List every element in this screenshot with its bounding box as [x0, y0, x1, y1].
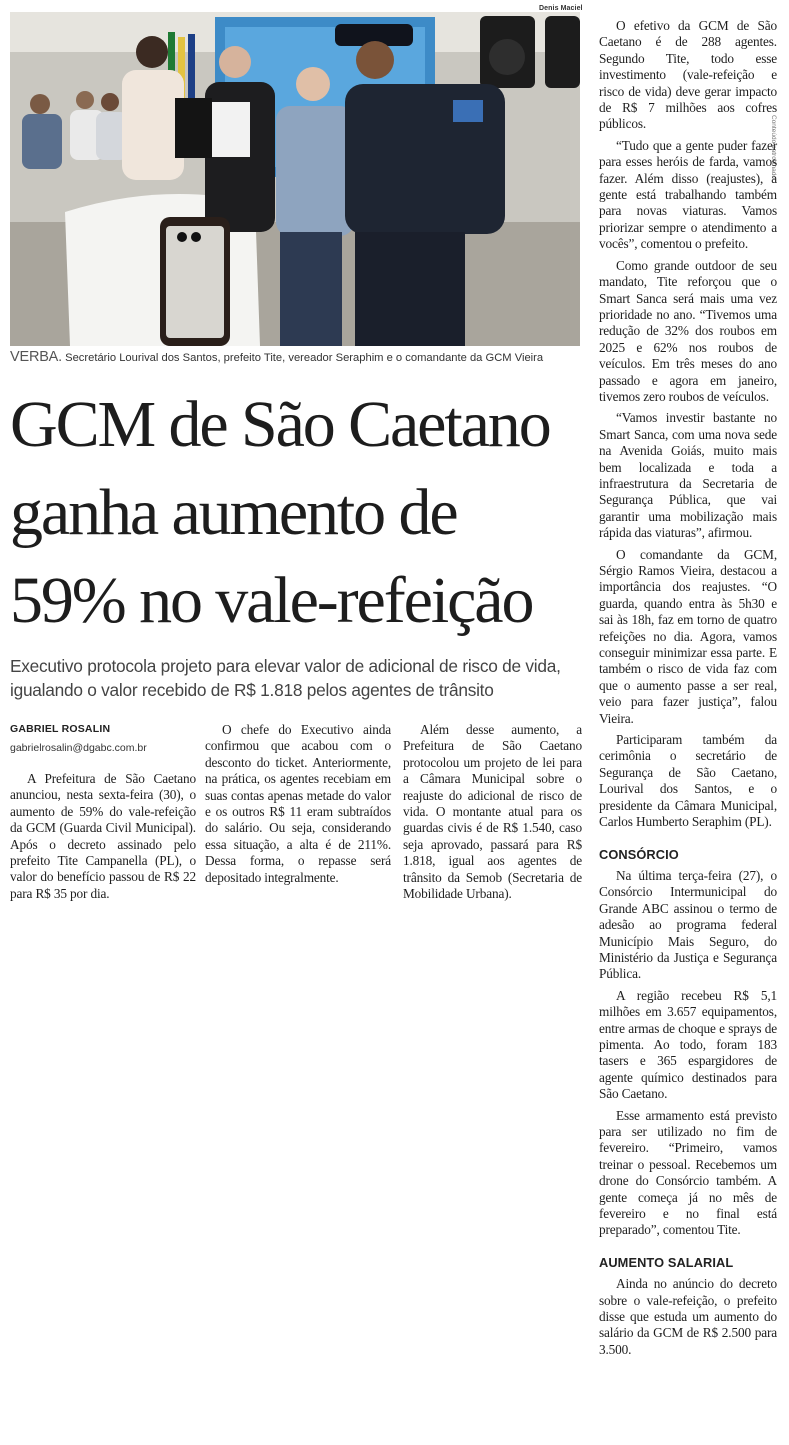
- paragraph: O chefe do Executivo ainda confirmou que acabou com o desconto do ticket. Anteriormente, na prática, os agentes recebiam em suas contas apenas metade do valor e os outros R$ 11 eram subtraídos do salário. Ou seja, considerando essa situação, a alta é de 211%. Dessa forma, o repasse será depositado integralmente.: [205, 722, 391, 885]
- paragraph: “Tudo que a gente puder fazer para esses heróis de farda, vamos fazer. Além disso (reajustes), a gente está trabalhando também para novas viaturas. Vamos priorizar sempre o atendimento a vocês”, comentou o prefeito.: [599, 137, 777, 252]
- photo-credit: Denis Maciel: [539, 5, 583, 12]
- paragraph: A Prefeitura de São Caetano anunciou, nesta sexta-feira (30), o aumento de 59% do vale-refeição da GCM (Guarda Civil Municipal). Após o decreto assinado pelo prefeito Tite Campanella (PL), o valor do benefício passou de R$ 22 para R$ 35 por dia.: [10, 771, 196, 901]
- byline-email[interactable]: gabrielrosalin@dgabc.com.br: [10, 742, 147, 754]
- caption-text: Secretário Lourival dos Santos, prefeito Tite, vereador Seraphim e o comandante da GCM Vieira: [62, 352, 544, 364]
- paragraph: Participaram também da cerimônia o secretário de Segurança de São Caetano, Lourival dos Santos, e o presidente da Câmara Municipal, Carlos Humberto Seraphim (PL).: [599, 732, 777, 830]
- paragraph: Além desse aumento, a Prefeitura de São Caetano protocolou um projeto de lei para a Câmara Municipal sobre o reajuste do adicional de risco de vida. O montante atual para os guardas civis é de R$ 1.540, caso seja aprovado, passará para R$ 1.818, igual aos agentes de trânsito da Semob (Secretaria de Mobilidade Urbana).: [403, 722, 582, 902]
- article-column-1: [10, 771, 196, 902]
- paragraph: Esse armamento está previsto para ser utilizado no fim de fevereiro. “Primeiro, vamos treinar o pessoal. Recebemos um drone do Consórcio também. A gente começa já no mês de fevereiro e no final está preparado”, comentou Tite.: [599, 1107, 777, 1238]
- headline-line-3: 59% no vale-refeição: [10, 564, 533, 637]
- deck-subtitle: Executivo protocola projeto para elevar valor de adicional de risco de vida, igualando o valor recebido de R$ 1.818 pelos agentes de trânsito: [10, 656, 561, 700]
- paragraph: “Vamos investir bastante no Smart Sanca, com uma nova sede na Avenida Goiás, muito mais bem localizada e toda a infraestrutura da Secretaria de Segurança Pública, que vai garantir uma mobilização mais rápida das viaturas”, afirmou.: [599, 410, 777, 541]
- sponsored-content-label: Conteúdo patrocinado: [770, 115, 777, 179]
- caption-kicker: VERBA.: [10, 349, 62, 365]
- photo-caption: [10, 349, 585, 365]
- paragraph: O efetivo da GCM de São Caetano é de 288 agentes. Segundo Tite, todo esse investimento (vale-refeição e risco de vida) deve gerar impacto de R$ 7 milhões aos cofres públicos.: [599, 18, 777, 132]
- article-column-3: [403, 722, 582, 902]
- headline: [10, 381, 590, 645]
- paragraph: Ainda no anúncio do decreto sobre o vale-refeição, o prefeito disse que estuda um aumento do salário da GCM de R$ 2.500 para 3.500.: [599, 1276, 777, 1357]
- article-column-2: [205, 722, 391, 886]
- paragraph: A região recebeu R$ 5,1 milhões em 3.657 equipamentos, entre armas de choque e sprays de pimenta. Ao todo, foram 183 tasers e 365 espargidores de agente químico destinados para São Caetano.: [599, 987, 777, 1102]
- paragraph: Como grande outdoor de seu mandato, Tite reforçou que o Smart Sanca será mais uma vez prioridade no ano. “Tivemos uma redução de 32% dos roubos em 2025 e 62% nos roubos de veículos. Em três meses do ano passado e agora em janeiro, tivemos zero roubos de veículos.: [599, 257, 777, 404]
- subheading-aumento-salarial: AUMENTO SALARIAL: [599, 1254, 734, 1270]
- article-column-4: [599, 18, 777, 1358]
- paragraph: Na última terça-feira (27), o Consórcio Intermunicipal do Grande ABC assinou o termo de adesão ao programa federal Município Mais Seguro, do Ministério da Justiça e Segurança Pública.: [599, 867, 777, 982]
- byline-author: GABRIEL ROSALIN: [10, 723, 111, 735]
- ceremony-photo-illustration: [10, 12, 580, 346]
- paragraph: O comandante da GCM, Sérgio Ramos Vieira, destacou a importância dos reajustes. “O guarda, quando entra às 5h30 e sai às 18h, faz em torno de quatro refeições no dia. Agora, vamos conseguir minimizar essa parte. E também o risco de vida faz com que o aumento passe a ser real, veio para fazer justiça”, falou Vieira.: [599, 546, 777, 726]
- headline-line-1: GCM de São Caetano: [10, 388, 550, 461]
- news-photo: [10, 12, 580, 346]
- subheading-consorcio: CONSÓRCIO: [599, 846, 679, 862]
- headline-line-2: ganha aumento de: [10, 476, 457, 549]
